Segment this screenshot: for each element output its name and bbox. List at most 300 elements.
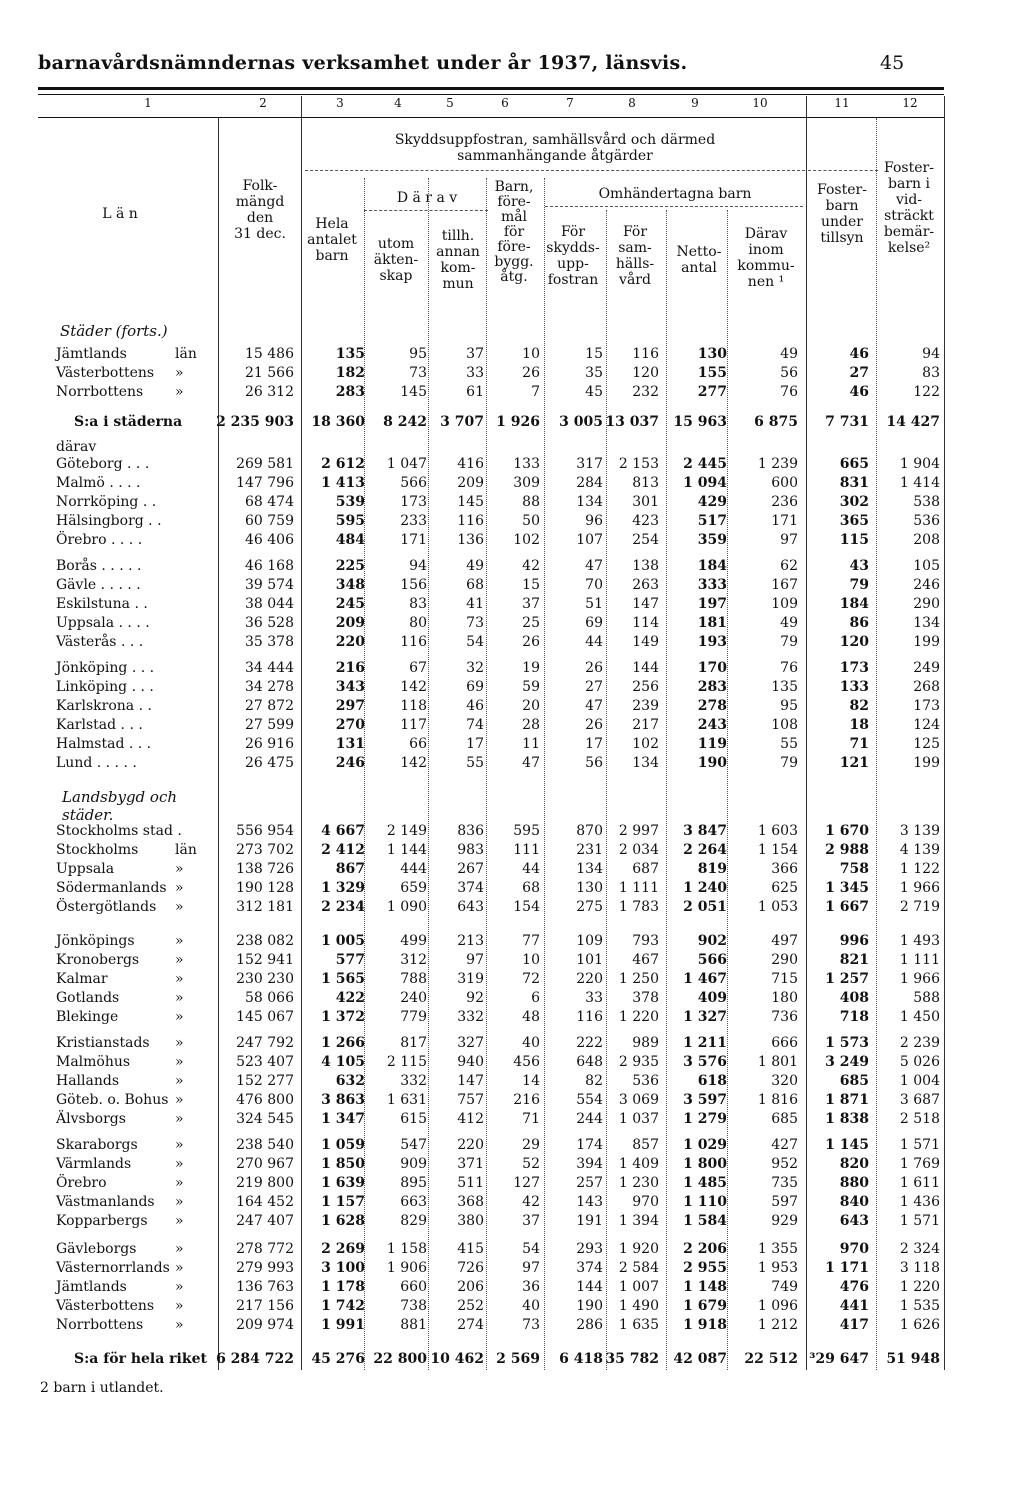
cell-col-5: 726	[457, 1260, 484, 1276]
cell-col-2: 26 916	[245, 736, 294, 752]
cell-col-5: 368	[457, 1194, 484, 1210]
cell-col-11: 665	[839, 456, 869, 472]
header-forsam-line: För	[622, 224, 648, 240]
cell-col-5: 92	[466, 990, 484, 1006]
cell-col-12: 1 769	[899, 1156, 940, 1172]
cell-col-4: 156	[400, 577, 427, 593]
cell-col-4: 233	[400, 513, 427, 529]
row-lan-marker: »	[175, 1073, 184, 1089]
header-darinom-line: nen ¹	[747, 274, 785, 290]
cell-col-7: 109	[576, 933, 603, 949]
cell-col-6: 25	[522, 615, 540, 631]
cell-col-10: 180	[771, 990, 798, 1006]
column-number: 1	[144, 96, 152, 110]
cell-col-10: 1 603	[757, 823, 798, 839]
cell-col-5: 511	[457, 1175, 484, 1191]
cell-col-3: 1 157	[321, 1194, 365, 1210]
cell-col-9: 566	[697, 952, 727, 968]
cell-col-11: 7 731	[825, 414, 869, 430]
cell-col-5: 209	[457, 475, 484, 491]
header-hela-antalet	[302, 216, 362, 264]
cell-col-2: 270 967	[236, 1156, 294, 1172]
row-name: Örebro . . . .	[56, 532, 143, 548]
cell-col-5: 332	[457, 1009, 484, 1025]
cell-col-8: 138	[632, 558, 659, 574]
row-name: Västmanlands	[56, 1194, 155, 1210]
cell-col-6: 29	[522, 1137, 540, 1153]
cell-col-5: 380	[457, 1213, 484, 1229]
cell-col-12: 1 493	[899, 933, 940, 949]
cell-col-6: 20	[522, 698, 540, 714]
cell-col-9: 819	[697, 861, 727, 877]
row-lan-marker: »	[175, 990, 184, 1006]
cell-col-6: 11	[522, 736, 540, 752]
top-rule	[38, 87, 944, 90]
cell-col-10: 62	[780, 558, 798, 574]
cell-col-7: 394	[576, 1156, 603, 1172]
cell-col-11: 82	[849, 698, 869, 714]
cell-col-8: 1 490	[618, 1298, 659, 1314]
cell-col-4: 663	[400, 1194, 427, 1210]
cell-col-8: 120	[632, 365, 659, 381]
cell-col-2: 34 278	[245, 679, 294, 695]
cell-col-12: 94	[922, 346, 940, 362]
cell-col-5: 757	[457, 1092, 484, 1108]
header-hela-line: Hela	[315, 216, 349, 232]
cell-col-12: 14 427	[886, 414, 940, 430]
cell-col-12: 199	[913, 755, 940, 771]
cell-col-7: 870	[576, 823, 603, 839]
cell-col-11: 476	[839, 1279, 869, 1295]
cell-col-7: 116	[576, 1009, 603, 1025]
header-folkmangd	[222, 178, 298, 242]
cell-col-7: 190	[576, 1298, 603, 1314]
cell-col-6: 42	[522, 1194, 540, 1210]
header-fosterbarn2-line: kelse²	[887, 240, 931, 256]
cell-col-5: 10 462	[430, 1351, 484, 1367]
cell-col-3: 4 667	[321, 823, 365, 839]
cell-col-9: 170	[697, 660, 727, 676]
cell-col-4: 83	[409, 596, 427, 612]
header-for-samhallsvard	[604, 224, 666, 288]
header-fosterbarn-under-tillsyn	[808, 182, 876, 246]
cell-col-5: 3 707	[440, 414, 484, 430]
cell-col-5: 412	[457, 1111, 484, 1127]
column-number: 8	[628, 96, 636, 110]
cell-col-5: 319	[457, 971, 484, 987]
cell-col-3: 484	[335, 532, 365, 548]
cell-col-7: 27	[585, 679, 603, 695]
cell-col-3: 245	[335, 596, 365, 612]
cell-col-4: 779	[400, 1009, 427, 1025]
header-tillh-line: kom-	[440, 260, 476, 276]
row-name: Blekinge	[56, 1009, 119, 1025]
cell-col-2: 238 082	[236, 933, 294, 949]
cell-col-2: 209 974	[236, 1317, 294, 1333]
cell-col-4: 80	[409, 615, 427, 631]
row-name: Älvsborgs	[56, 1111, 126, 1127]
cell-col-2: 273 702	[236, 842, 294, 858]
cell-col-2: 147 796	[236, 475, 294, 491]
row-name: Kopparbergs	[56, 1213, 148, 1229]
row-name: S:a i städerna	[74, 414, 183, 430]
row-name: Skaraborgs	[56, 1137, 138, 1153]
table-row	[0, 1072, 1024, 1091]
cell-col-8: 1 250	[618, 971, 659, 987]
cell-col-8: 149	[632, 634, 659, 650]
row-lan-marker: »	[175, 1194, 184, 1210]
cell-col-7: 257	[576, 1175, 603, 1191]
cell-col-3: 1 005	[321, 933, 365, 949]
cell-col-11: 1 667	[825, 899, 869, 915]
cell-col-6: 42	[522, 558, 540, 574]
cell-col-11: 880	[839, 1175, 869, 1191]
cell-col-12: 3 139	[899, 823, 940, 839]
cell-col-10: 49	[780, 346, 798, 362]
cell-col-11: 121	[839, 755, 869, 771]
cell-col-7: 174	[576, 1137, 603, 1153]
cell-col-11: 120	[839, 634, 869, 650]
cell-col-7: 69	[585, 615, 603, 631]
row-lan-marker: »	[175, 365, 184, 381]
cell-col-11: 970	[839, 1241, 869, 1257]
cell-col-3: 135	[335, 346, 365, 362]
cell-col-11: 685	[839, 1073, 869, 1089]
cell-col-4: 895	[400, 1175, 427, 1191]
cell-col-5: 74	[466, 717, 484, 733]
cell-col-3: 1 742	[321, 1298, 365, 1314]
cell-col-7: 26	[585, 717, 603, 733]
cell-col-9: 618	[697, 1073, 727, 1089]
cell-col-12: 1 571	[899, 1137, 940, 1153]
cell-col-4: 66	[409, 736, 427, 752]
cell-col-3: 343	[335, 679, 365, 695]
cell-col-8: 1 037	[618, 1111, 659, 1127]
cell-col-2: 152 941	[236, 952, 294, 968]
cell-col-4: 659	[400, 880, 427, 896]
cell-col-7: 96	[585, 513, 603, 529]
cell-col-5: 274	[457, 1317, 484, 1333]
cell-col-10: 1 239	[757, 456, 798, 472]
cell-col-11: ³29 647	[809, 1351, 869, 1367]
cell-col-4: 94	[409, 558, 427, 574]
cell-col-4: 2 149	[386, 823, 427, 839]
row-lan-marker: »	[175, 1241, 184, 1257]
row-name: Göteb. o. Bohus	[56, 1092, 169, 1108]
row-lan-marker: »	[175, 861, 184, 877]
table-row	[0, 557, 1024, 576]
row-name: Gävle . . . . .	[56, 577, 141, 593]
cell-col-2: 34 444	[245, 660, 294, 676]
cell-col-3: 220	[335, 634, 365, 650]
cell-col-3: 539	[335, 494, 365, 510]
header-fosterbarn-vidstrackt	[874, 160, 944, 256]
cell-col-9: 1 800	[683, 1156, 727, 1172]
column-number: 3	[336, 96, 344, 110]
cell-col-9: 1 094	[683, 475, 727, 491]
cell-col-3: 348	[335, 577, 365, 593]
cell-col-8: 1 230	[618, 1175, 659, 1191]
column-number: 4	[394, 96, 402, 110]
cell-col-2: 269 581	[236, 456, 294, 472]
header-hela-line: barn	[315, 248, 349, 264]
cell-col-7: 17	[585, 736, 603, 752]
header-folkmangd-line: Folk-	[242, 178, 278, 194]
cell-col-11: 831	[839, 475, 869, 491]
cell-col-6: 14	[522, 1073, 540, 1089]
table-sum-row	[0, 413, 1024, 432]
cell-col-6: 595	[513, 823, 540, 839]
cell-col-10: 735	[771, 1175, 798, 1191]
header-lan: L ä n	[102, 206, 138, 222]
header-tillh-line: annan	[436, 244, 480, 260]
table-row	[0, 659, 1024, 678]
header-barn-line: Barn,	[494, 179, 534, 195]
row-name: Jämtlands	[56, 346, 127, 362]
cell-col-7: 222	[576, 1035, 603, 1051]
cell-col-9: 193	[697, 634, 727, 650]
cell-col-10: 97	[780, 532, 798, 548]
cell-col-10: 79	[780, 634, 798, 650]
cell-col-12: 268	[913, 679, 940, 695]
cell-col-11: 115	[839, 532, 869, 548]
cell-col-5: 61	[466, 384, 484, 400]
header-utom-line: utom	[377, 236, 415, 252]
table-row	[0, 932, 1024, 951]
row-name: Jämtlands	[56, 1279, 127, 1295]
table-row	[0, 716, 1024, 735]
cell-col-8: 232	[632, 384, 659, 400]
cell-col-11: 643	[839, 1213, 869, 1229]
cell-col-8: 147	[632, 596, 659, 612]
cell-col-9: 130	[697, 346, 727, 362]
row-lan-marker: »	[175, 952, 184, 968]
column-number: 7	[566, 96, 574, 110]
cell-col-5: 147	[457, 1073, 484, 1089]
cell-col-10: 320	[771, 1073, 798, 1089]
header-folkmangd-line: mängd	[235, 194, 285, 210]
header-darinom-line: Därav	[744, 226, 788, 242]
row-name: Kalmar	[56, 971, 108, 987]
cell-col-3: 1 628	[321, 1213, 365, 1229]
header-tillh-annan-kommun	[428, 228, 488, 292]
cell-col-9: 2 955	[683, 1260, 727, 1276]
cell-col-7: 144	[576, 1279, 603, 1295]
row-lan-marker: »	[175, 880, 184, 896]
cell-col-10: 290	[771, 952, 798, 968]
cell-col-2: 312 181	[236, 899, 294, 915]
cell-col-4: 67	[409, 660, 427, 676]
cell-col-6: 68	[522, 880, 540, 896]
cell-col-7: 220	[576, 971, 603, 987]
cell-col-11: 417	[839, 1317, 869, 1333]
cell-col-8: 467	[632, 952, 659, 968]
cell-col-9: 1 918	[683, 1317, 727, 1333]
cell-col-4: 142	[400, 679, 427, 695]
cell-col-4: 1 158	[386, 1241, 427, 1257]
cell-col-4: 1 906	[386, 1260, 427, 1276]
cell-col-3: 209	[335, 615, 365, 631]
cell-col-9: 1 240	[683, 880, 727, 896]
header-forsk-line: För	[560, 224, 586, 240]
cell-col-12: 122	[913, 384, 940, 400]
cell-col-3: 1 329	[321, 880, 365, 896]
cell-col-8: 1 635	[618, 1317, 659, 1333]
cell-col-6: 40	[522, 1035, 540, 1051]
cell-col-2: 36 528	[245, 615, 294, 631]
column-numbers	[0, 96, 1024, 118]
cell-col-7: 134	[576, 861, 603, 877]
cell-col-7: 143	[576, 1194, 603, 1210]
table-row	[0, 455, 1024, 474]
cell-col-4: 738	[400, 1298, 427, 1314]
cell-col-10: 1 801	[757, 1054, 798, 1070]
header-darinom-line: kommu-	[737, 258, 795, 274]
cell-col-10: 666	[771, 1035, 798, 1051]
cell-col-3: 1 178	[321, 1279, 365, 1295]
column-number: 11	[834, 96, 850, 110]
cell-col-6: 26	[522, 634, 540, 650]
row-name: Norrbottens	[56, 1317, 144, 1333]
cell-col-10: 600	[771, 475, 798, 491]
header-skyddsuppfostran	[305, 132, 805, 164]
cell-col-2: 278 772	[236, 1241, 294, 1257]
table-row	[0, 1008, 1024, 1027]
cell-col-12: 1 626	[899, 1317, 940, 1333]
cell-col-5: 54	[466, 634, 484, 650]
cell-col-12: 1 966	[899, 971, 940, 987]
header-forsam-line: vård	[619, 272, 651, 288]
cell-col-12: 1 004	[899, 1073, 940, 1089]
cell-col-6: 44	[522, 861, 540, 877]
cell-col-7: 374	[576, 1260, 603, 1276]
cell-col-10: 427	[771, 1137, 798, 1153]
table-row	[0, 1278, 1024, 1297]
table-row	[0, 1136, 1024, 1155]
column-number: 9	[691, 96, 699, 110]
row-name: Göteborg . . .	[56, 456, 150, 472]
section-label-landsbygd: Landsbygd och städer.	[62, 788, 178, 824]
cell-col-5: 327	[457, 1035, 484, 1051]
table-row	[0, 1240, 1024, 1259]
cell-col-3: 1 347	[321, 1111, 365, 1127]
cell-col-7: 284	[576, 475, 603, 491]
cell-col-9: 119	[697, 736, 727, 752]
table-row	[0, 879, 1024, 898]
cell-col-4: 1 090	[386, 899, 427, 915]
row-name: Jönköpings	[56, 933, 135, 949]
table-row	[0, 1110, 1024, 1129]
cell-col-7: 15	[585, 346, 603, 362]
cell-col-6: 7	[531, 384, 540, 400]
cell-col-5: 46	[466, 698, 484, 714]
cell-col-5: 68	[466, 577, 484, 593]
header-fosterbarn2-line: Foster-	[884, 160, 934, 176]
cell-col-7: 130	[576, 880, 603, 896]
cell-col-11: 408	[839, 990, 869, 1006]
cell-col-5: 33	[466, 365, 484, 381]
cell-col-10: 1 053	[757, 899, 798, 915]
header-forsk-line: skydds-	[546, 240, 600, 256]
row-name: Linköping . . .	[56, 679, 154, 695]
cell-col-3: 867	[335, 861, 365, 877]
cell-col-8: 239	[632, 698, 659, 714]
row-name: Uppsala	[56, 861, 115, 877]
row-lan-marker: »	[175, 1298, 184, 1314]
cell-col-10: 736	[771, 1009, 798, 1025]
cell-col-11: 302	[839, 494, 869, 510]
cell-col-12: 1 904	[899, 456, 940, 472]
row-name: Kristianstads	[56, 1035, 150, 1051]
cell-col-8: 102	[632, 736, 659, 752]
cell-col-10: 1 355	[757, 1241, 798, 1257]
cell-col-2: 27 599	[245, 717, 294, 733]
cell-col-3: 577	[335, 952, 365, 968]
cell-col-4: 615	[400, 1111, 427, 1127]
header-divider	[305, 170, 805, 171]
cell-col-11: 718	[839, 1009, 869, 1025]
cell-col-9: 1 467	[683, 971, 727, 987]
cell-col-9: 277	[697, 384, 727, 400]
row-name: Västernorrlands	[56, 1260, 170, 1276]
cell-col-5: 213	[457, 933, 484, 949]
cell-col-12: 588	[913, 990, 940, 1006]
cell-col-8: 2 997	[618, 823, 659, 839]
cell-col-10: 929	[771, 1213, 798, 1229]
cell-col-6: 10	[522, 346, 540, 362]
cell-col-9: 3 847	[683, 823, 727, 839]
cell-col-8: 134	[632, 755, 659, 771]
cell-col-3: 2 612	[321, 456, 365, 472]
table-row	[0, 1174, 1024, 1193]
cell-col-10: 1 212	[757, 1317, 798, 1333]
cell-col-9: 184	[697, 558, 727, 574]
table-row	[0, 1193, 1024, 1212]
cell-col-6: 59	[522, 679, 540, 695]
cell-col-9: 2 445	[683, 456, 727, 472]
cell-col-12: 1 571	[899, 1213, 940, 1229]
header-folkmangd-line: den	[246, 210, 274, 226]
table-row	[0, 697, 1024, 716]
cell-col-8: 423	[632, 513, 659, 529]
cell-col-6: 28	[522, 717, 540, 733]
cell-col-11: 996	[839, 933, 869, 949]
cell-col-4: 240	[400, 990, 427, 1006]
cell-col-7: 134	[576, 494, 603, 510]
cell-col-9: 1 279	[683, 1111, 727, 1127]
cell-col-4: 73	[409, 365, 427, 381]
cell-col-9: 1 029	[683, 1137, 727, 1153]
cell-col-8: 114	[632, 615, 659, 631]
cell-col-9: 1 211	[683, 1035, 727, 1051]
cell-col-5: 836	[457, 823, 484, 839]
cell-col-10: 366	[771, 861, 798, 877]
cell-col-9: 155	[697, 365, 727, 381]
table-row	[0, 1259, 1024, 1278]
header-darav: D ä r a v	[396, 190, 458, 206]
header-skydd-line: sammanhängande åtgärder	[457, 148, 653, 164]
cell-col-3: 283	[335, 384, 365, 400]
column-number: 12	[902, 96, 918, 110]
cell-col-12: 538	[913, 494, 940, 510]
cell-col-6: 127	[513, 1175, 540, 1191]
cell-col-8: 793	[632, 933, 659, 949]
header-barn-line: åtg.	[500, 269, 528, 285]
cell-col-7: 648	[576, 1054, 603, 1070]
cell-col-4: 817	[400, 1035, 427, 1051]
cell-col-4: 909	[400, 1156, 427, 1172]
row-name: Södermanlands	[56, 880, 167, 896]
